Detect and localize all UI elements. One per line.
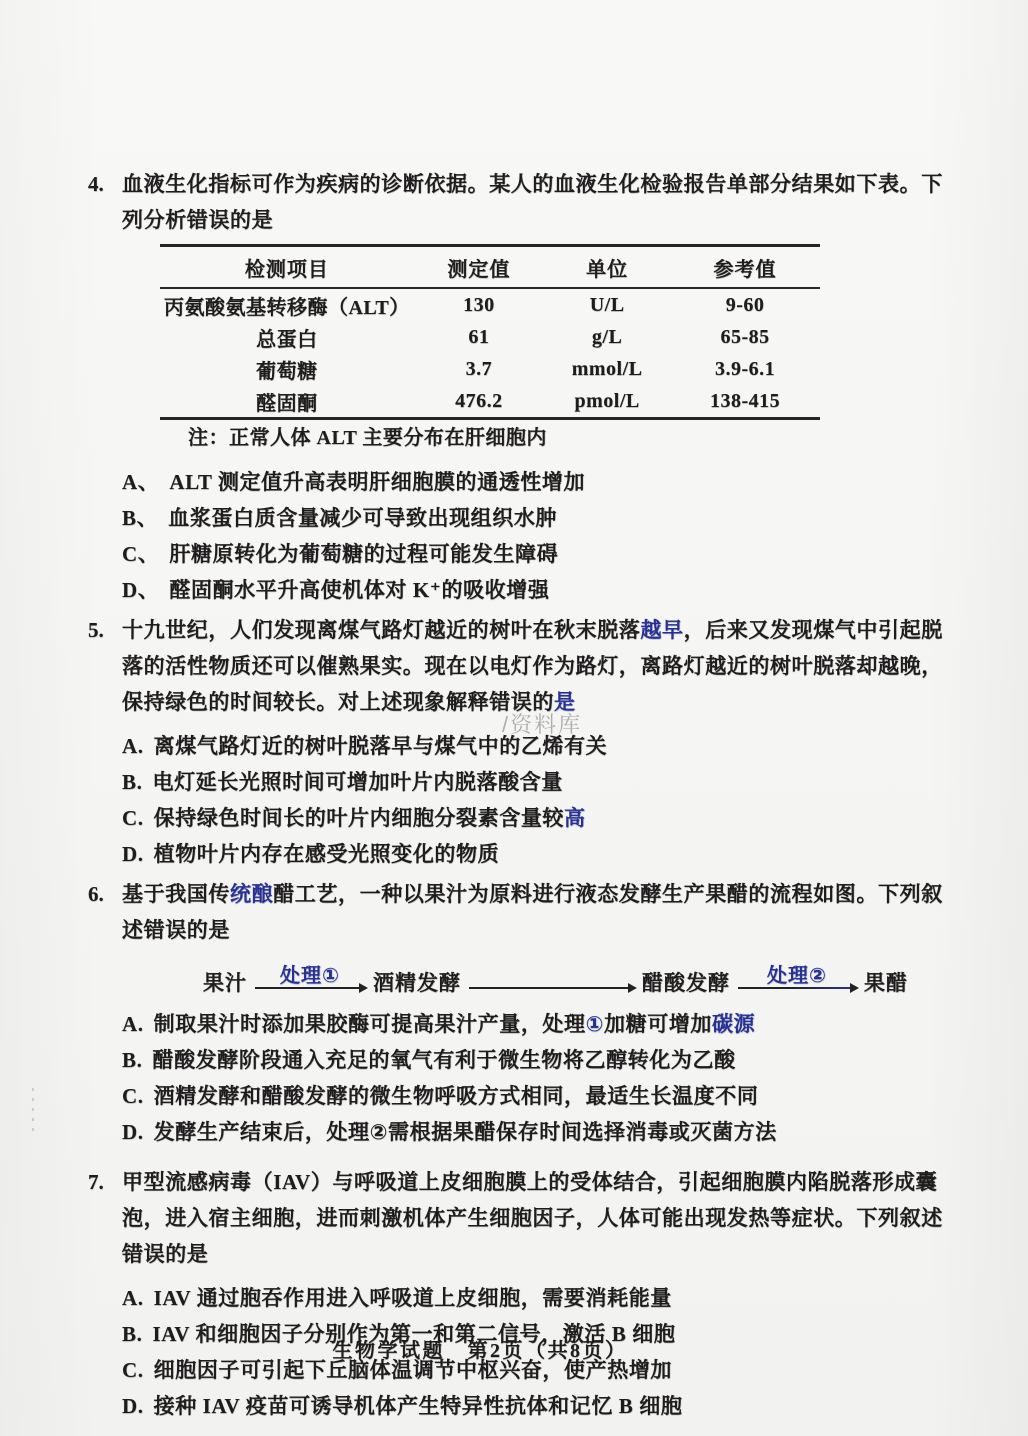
table-header-reference: 参考值 bbox=[670, 246, 820, 289]
table-cell: pmol/L bbox=[574, 389, 640, 412]
table-cell: 3.7 bbox=[465, 357, 493, 380]
question-5-stem-line-3 bbox=[88, 684, 968, 720]
question-5 bbox=[88, 612, 968, 872]
option-text: 细胞因子可引起下丘脑体温调节中枢兴奋，使产热增加 bbox=[153, 1358, 673, 1382]
question-7-option-a bbox=[88, 1280, 968, 1316]
question-7-number: 7. bbox=[88, 1170, 104, 1194]
option-text: 制取果汁时添加果胶酶可提高果汁产量，处理①加糖可增加碳源 bbox=[153, 1012, 756, 1036]
question-6-option-a bbox=[88, 1006, 968, 1042]
table-row-glucose bbox=[160, 353, 820, 385]
blood-test-table bbox=[160, 244, 820, 420]
question-6-options bbox=[88, 1006, 968, 1150]
table-row-aldosterone bbox=[160, 385, 820, 419]
question-6-number: 6. bbox=[88, 882, 104, 906]
flow-arrow-3 bbox=[738, 966, 856, 998]
option-text: 血浆蛋白质含量减少可导致出现组织水肿 bbox=[168, 506, 558, 530]
option-label: B、 bbox=[122, 506, 159, 530]
table-cell: 130 bbox=[463, 293, 495, 316]
option-label: C. bbox=[122, 806, 144, 830]
option-label: A. bbox=[122, 734, 144, 758]
table-cell: 476.2 bbox=[455, 389, 503, 412]
scan-artifact bbox=[32, 1088, 34, 1134]
flow-node-acetic-fermentation: 醋酸发酵 bbox=[642, 971, 730, 995]
option-text: 酒精发酵和醋酸发酵的微生物呼吸方式相同，最适生长温度不同 bbox=[153, 1084, 759, 1108]
option-text: 保持绿色时间长的叶片内细胞分裂素含量较高 bbox=[153, 806, 586, 830]
option-text: IAV 和细胞因子分别作为第一和第二信号，激活 B 细胞 bbox=[152, 1322, 676, 1346]
question-4 bbox=[88, 166, 968, 608]
option-label: A. bbox=[122, 1286, 144, 1310]
option-text: ALT 测定值升高表明肝细胞膜的通透性增加 bbox=[169, 470, 586, 494]
table-row-alt bbox=[160, 288, 820, 321]
question-6-stem-text: 述错误的是 bbox=[122, 918, 230, 942]
question-6 bbox=[88, 876, 968, 1150]
question-5-option-b bbox=[88, 764, 968, 800]
table-cell: 醛固酮 bbox=[256, 392, 318, 415]
flow-arrow-1 bbox=[255, 966, 365, 998]
option-label: D. bbox=[122, 1394, 144, 1418]
option-label: D. bbox=[122, 1120, 144, 1144]
question-5-stem-text: 十九世纪，人们发现离煤气路灯越近的树叶在秋末脱落越早，后来又发现煤气中引起脱 bbox=[122, 618, 943, 642]
option-text: 离煤气路灯近的树叶脱落早与煤气中的乙烯有关 bbox=[153, 734, 608, 758]
option-label: C. bbox=[122, 1084, 144, 1108]
option-label: C、 bbox=[122, 542, 160, 566]
question-4-option-a bbox=[88, 464, 968, 500]
table-cell: U/L bbox=[589, 293, 625, 316]
flow-arrow-2 bbox=[469, 987, 634, 998]
option-label: D、 bbox=[122, 578, 160, 602]
question-7-stem-line-1 bbox=[88, 1164, 968, 1200]
question-5-number: 5. bbox=[88, 618, 104, 642]
flow-arrow-1-label: 处理① bbox=[280, 965, 340, 987]
question-5-stem-text: 保持绿色的时间较长。对上述现象解释错误的是 bbox=[122, 690, 576, 714]
option-text: 接种 IAV 疫苗可诱导机体产生特异性抗体和记忆 B 细胞 bbox=[153, 1394, 683, 1418]
flow-node-alcohol-fermentation: 酒精发酵 bbox=[373, 971, 461, 995]
arrow-right-icon bbox=[469, 987, 634, 989]
question-6-option-d bbox=[88, 1114, 968, 1150]
question-4-number: 4. bbox=[88, 172, 104, 196]
question-4-stem-text: 血液生化指标可作为疾病的诊断依据。某人的血液生化检验报告单部分结果如下表。下 bbox=[122, 172, 943, 196]
question-6-stem-line-1 bbox=[88, 876, 968, 912]
arrow-right-icon bbox=[255, 987, 365, 989]
option-text: 发酵生产结束后，处理②需根据果醋保存时间选择消毒或灭菌方法 bbox=[153, 1120, 777, 1144]
question-5-options bbox=[88, 728, 968, 872]
option-label: D. bbox=[122, 842, 144, 866]
page-footer: 生物学试题 第2页（共8页） bbox=[332, 1340, 628, 1362]
question-7-stem-line-3 bbox=[88, 1236, 968, 1272]
question-5-option-d bbox=[88, 836, 968, 872]
flow-node-juice: 果汁 bbox=[203, 971, 247, 995]
table-cell: 65-85 bbox=[720, 325, 770, 348]
table-header-unit: 单位 bbox=[544, 246, 670, 289]
arrow-right-icon bbox=[738, 987, 856, 989]
question-7-stem-text: 甲型流感病毒（IAV）与呼吸道上皮细胞膜上的受体结合，引起细胞膜内陷脱落形成囊 bbox=[122, 1170, 938, 1194]
question-4-options bbox=[88, 464, 968, 608]
option-text: 植物叶片内存在感受光照变化的物质 bbox=[153, 842, 500, 866]
table-cell: mmol/L bbox=[571, 357, 643, 380]
question-5-option-c bbox=[88, 800, 968, 836]
question-4-option-d bbox=[88, 572, 968, 608]
option-label: B. bbox=[122, 1048, 143, 1072]
question-5-stem-text: 落的活性物质还可以催熟果实。现在以电灯作为路灯，离路灯越近的树叶脱落却越晚， bbox=[122, 654, 943, 678]
table-cell: 61 bbox=[468, 325, 490, 348]
flow-arrow-3-label: 处理② bbox=[767, 965, 827, 987]
option-label: A. bbox=[122, 1012, 144, 1036]
table-cell: 总蛋白 bbox=[256, 328, 318, 351]
option-label: B. bbox=[122, 1322, 143, 1346]
question-6-option-c bbox=[88, 1078, 968, 1114]
question-4-stem-line-2 bbox=[88, 202, 968, 238]
flow-node-vinegar: 果醋 bbox=[864, 971, 908, 995]
question-7-stem-line-2 bbox=[88, 1200, 968, 1236]
question-4-option-b bbox=[88, 500, 968, 536]
table-cell: g/L bbox=[591, 325, 623, 348]
question-5-stem-line-1 bbox=[88, 612, 968, 648]
table-cell: 3.9-6.1 bbox=[714, 357, 776, 380]
question-7 bbox=[88, 1164, 968, 1424]
option-label: C. bbox=[122, 1358, 144, 1382]
option-text: 电灯延长光照时间可增加叶片内脱落酸含量 bbox=[152, 770, 563, 794]
table-header-item: 检测项目 bbox=[160, 246, 414, 289]
watermark: /资料库 bbox=[502, 712, 583, 737]
table-header-value: 测定值 bbox=[414, 246, 544, 289]
table-note: 注：正常人体 ALT 主要分布在肝细胞内 bbox=[188, 427, 547, 449]
option-text: 醛固酮水平升高使机体对 K⁺的吸收增强 bbox=[169, 578, 550, 602]
table-cell: 138-415 bbox=[709, 389, 781, 412]
question-7-option-d bbox=[88, 1388, 968, 1424]
table-cell: 丙氨酸氨基转移酶（ALT） bbox=[163, 296, 410, 319]
question-4-option-c bbox=[88, 536, 968, 572]
question-5-stem-line-2 bbox=[88, 648, 968, 684]
option-text: IAV 通过胞吞作用进入呼吸道上皮细胞，需要消耗能量 bbox=[153, 1286, 672, 1310]
option-label: B. bbox=[122, 770, 143, 794]
question-6-option-b bbox=[88, 1042, 968, 1078]
question-4-stem-text: 列分析错误的是 bbox=[122, 208, 274, 232]
option-text: 醋酸发酵阶段通入充足的氧气有利于微生物将乙醇转化为乙酸 bbox=[152, 1048, 736, 1072]
question-6-stem-line-2 bbox=[88, 912, 968, 948]
table-cell: 9-60 bbox=[725, 293, 765, 316]
table-cell: 葡萄糖 bbox=[256, 360, 318, 383]
table-row-total-protein bbox=[160, 321, 820, 353]
question-7-stem-text: 泡，进入宿主细胞，进而刺激机体产生细胞因子，人体可能出现发热等症状。下列叙述 bbox=[122, 1206, 943, 1230]
fermentation-flow-diagram bbox=[203, 950, 968, 998]
option-label: A、 bbox=[122, 470, 160, 494]
question-6-stem-text: 基于我国传统酿醋工艺，一种以果汁为原料进行液态发酵生产果醋的流程如图。下列叙 bbox=[122, 882, 943, 906]
option-text: 肝糖原转化为葡萄糖的过程可能发生障碍 bbox=[169, 542, 559, 566]
table-header-row bbox=[160, 246, 820, 289]
question-4-stem-line-1 bbox=[88, 166, 968, 202]
question-5-option-a bbox=[88, 728, 968, 764]
question-7-stem-text: 错误的是 bbox=[122, 1242, 209, 1266]
